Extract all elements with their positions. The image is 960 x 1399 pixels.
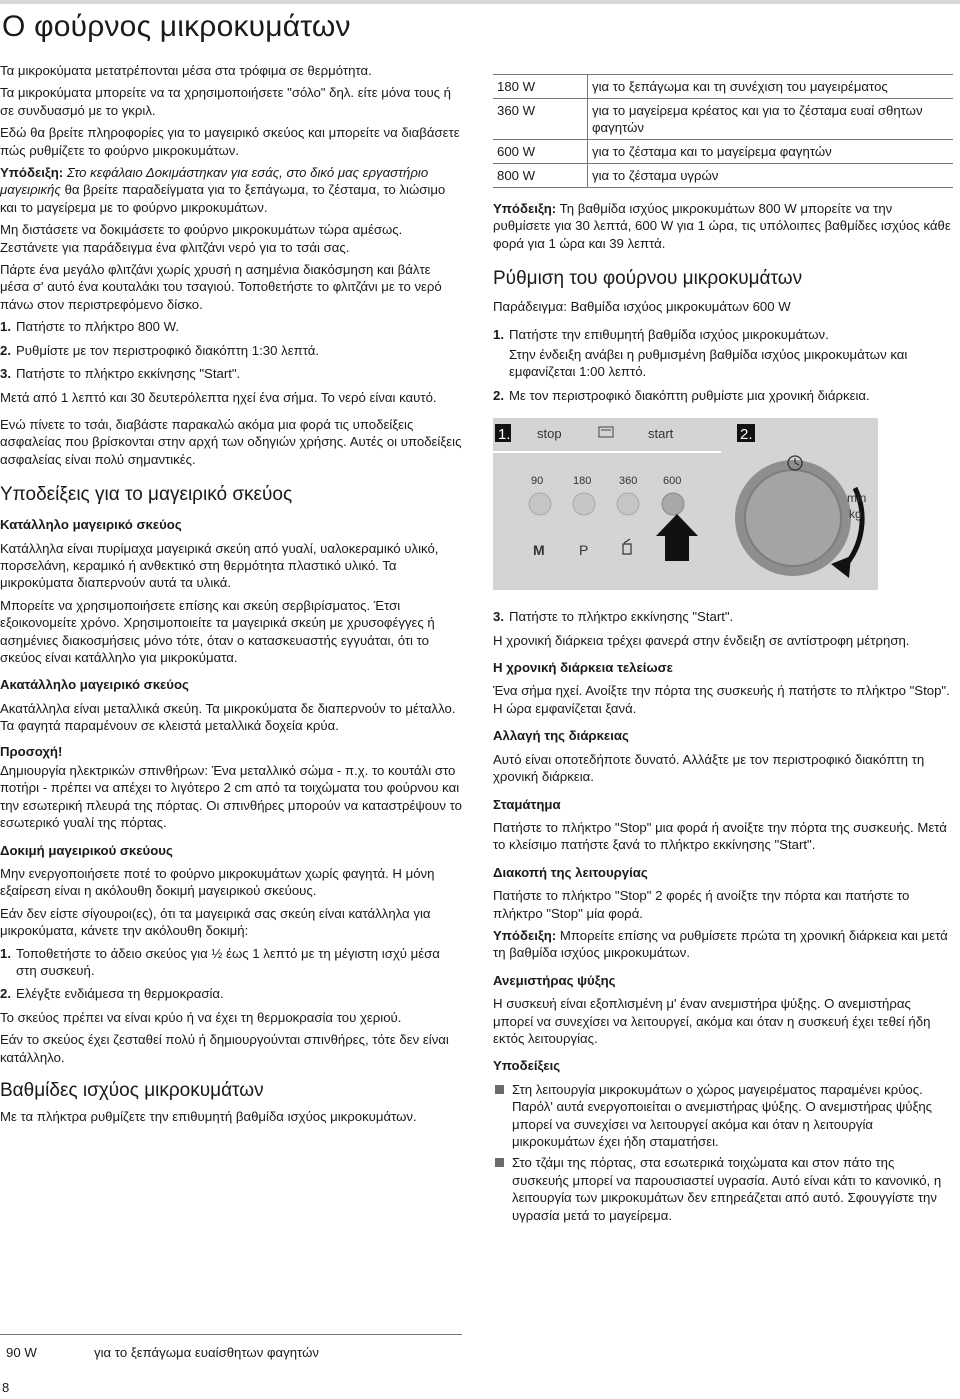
list-item: Στο τζάμι της πόρτας, στα εσωτερικά τοιχώματα και στον πάτο της συσκευής μπορεί να παρουσιαστεί υγρασία. Αυτό είναι κάτι το κανονικό, η λειτουργία των μικροκυμάτων δεν επηρεάζεται από αυτό. Σφουγγίστε την υγρασία μετά το μαγείρεμα. (493, 1154, 953, 1224)
cookware-test-heading: Δοκιμή μαγειρικού σκεύους (0, 842, 173, 858)
suitable-paragraph-1: Κατάλληλα είναι πυρίμαχα μαγειρικά σκεύη από γυαλί, υαλοκεραμικό υλικό, πορσελάνη, κεραμικό ή ανθεκτικό στη θερμότητα πλαστικό υλικό. Τα μικροκύματα διαπερνούν αυτά τα υλικά. (0, 540, 439, 591)
hint-text: Μπορείτε επίσης να ρυθμίσετε πρώτα τη χρονική διάρκεια και μετά τη βαθμίδα ισχύος μικροκυμάτων. (493, 927, 948, 961)
step-item: 2. Ρυθμίστε με τον περιστροφικό διακόπτη 1:30 λεπτά. (0, 342, 320, 358)
min-label: min (847, 491, 867, 506)
table-row: 800 W για το ζέσταμα υγρών (493, 164, 953, 188)
badge-1: 1. (498, 426, 511, 444)
hint-text: θα βρείτε παραδείγματα για το ξεπάγωμα, το ζέσταμα, το λιώσιμο και το μαγείρεμα με το φούρνο μικροκυμάτων. (0, 182, 446, 215)
power-360-button[interactable] (617, 493, 639, 515)
cooling-fan-paragraph: Η συσκευή είναι εξοπλισμένη μ' έναν ανεμιστήρα ψύξης. Ο ανεμιστήρας μπορεί να συνεχίσει να λειτουργεί, ακόμα και όταν η συσκευή έχει τεθεί ήδη εκτός λειτουργίας. (493, 996, 931, 1046)
countdown-paragraph: Η χρονική διάρκεια τρέχει φανερά στην ένδειξη σε αντίστροφη μέτρηση. (493, 632, 910, 648)
hint-paragraph (0, 164, 462, 216)
result-paragraph: Μετά από 1 λεπτό και 30 δευτερόλεπτα ηχεί ένα σήμα. Το νερό είναι καυτό. (0, 389, 437, 405)
setting-step-1-detail: Στην ένδειξη ανάβει η ρυθμισμένη βαθμίδα ισχύος μικροκυμάτων και εμφανίζεται 1:00 λεπτό. (509, 347, 908, 380)
cooling-fan-heading: Ανεμιστήρας ψύξης (493, 972, 616, 988)
table-row: 180 W για το ξεπάγωμα και τη συνέχιση του μαγειρέματος (493, 75, 953, 99)
notes-heading: Υποδείξεις (493, 1058, 561, 1074)
bullet-square-icon (495, 1085, 504, 1094)
caution-paragraph: Δημιουργία ηλεκτρικών σπινθήρων: Ένα μεταλλικό σώμα - π.χ. το κουτάλι στο ποτήρι - πρέπει να απέχει το λιγότερο 2 cm από τα τοιχώματα του φούρνου και την εσωτερική πλευρά της πόρτας. Οι σπινθήρες μπορούν να καταστρέψουν το εσωτερικό γυαλί της πόρτας. (0, 763, 462, 831)
power-180-label: 180 (573, 475, 592, 488)
test-paragraph-4: Εάν το σκεύος έχει ζεσταθεί πολύ ή δημιουργούνται σπινθήρες, τότε δεν είναι κατάλληλο. (0, 1032, 449, 1065)
power-description: για το ξεπάγωμα ευαίσθητων φαγητών (94, 1345, 319, 1360)
cup-paragraph: Πάρτε ένα μεγάλο φλιτζάνι χωρίς χρυσή η ασημένια διακόσμηση και βάλτε μέσα σ' αυτό ένα κουταλάκι του τσαγιού. Τοποθετήστε το φλιτζάνι με το νερό πάνω στον περιστρεφόμενο δίσκο. (0, 262, 442, 312)
intro-paragraph-2: Τα μικροκύματα μπορείτε να τα χρησιμοποιήσετε "σόλο" δηλ. είτε μόνα τους ή σε συνδυασμό με το γκριλ. (0, 85, 452, 118)
setting-step-3: 3. Πατήστε το πλήκτρο εκκίνησης "Start". (493, 609, 734, 625)
example-text: Παράδειγμα: Βαθμίδα ισχύος μικροκυμάτων 600 W (493, 299, 791, 315)
cookware-heading: Υποδείξεις για το μαγειρικό σκεύος (0, 484, 293, 506)
power-table (493, 74, 953, 188)
kg-label: kg (849, 507, 862, 522)
suitable-cookware-heading: Κατάλληλο μαγειρικό σκεύος (0, 517, 182, 533)
hint2-paragraph (493, 927, 953, 962)
setting-heading: Ρύθμιση του φούρνου μικροκυμάτων (493, 268, 803, 290)
cancel-paragraph: Πατήστε το πλήκτρο "Stop" 2 φορές ή ανοίξτε την πόρτα και πατήστε το πλήκτρο "Stop" μία φορά. (493, 888, 910, 921)
hint-chapter-reference: Στο κεφάλαιο Δοκιμάστηκαν για εσάς, στο δικό μας εργαστήριο μαγειρικής (0, 165, 429, 198)
test-paragraph-1: Μην ενεργοποιήσετε ποτέ το φούρνο μικροκυμάτων χωρίς φαγητά. Η μόνη εξαίρεση είναι η ακόλουθη δοκιμή μαγειρικού σκεύους. (0, 866, 435, 899)
program-label: P (579, 542, 589, 559)
cancel-heading: Διακοπή της λειτουργίας (493, 864, 648, 880)
unsuitable-paragraph: Ακατάλληλα είναι μεταλλικά σκεύη. Τα μικροκύματα δε διαπερνούν το μέταλλο. Τα φαγητά παραμένουν σε κλειστά μεταλλικά δοχεία κρύα. (0, 700, 456, 734)
table-rule (0, 1334, 462, 1335)
change-duration-heading: Αλλαγή της διάρκειας (493, 728, 629, 744)
control-panel-drawing (493, 418, 878, 590)
suitable-paragraph-2: Μπορείτε να χρησιμοποιήσετε επίσης και σκεύη σερβιρίσματος. Έτσι εξοικονομείτε χρόνο. Χρησιμοποιείτε τα μαγειρικά σκεύη με χρυσοφέγγες ή ασημένιες διακοσμήσεις μόνο τότε, όταν ο κατασκευαστής εγγυάται, ότι το σκεύος είναι κατάλληλο για μικροκύματα. (0, 597, 435, 665)
list-item: Στη λειτουργία μικροκυμάτων ο χώρος μαγειρέματος παραμένει κρύος. Παρόλ' αυτά ενεργοποιείται ο ανεμιστήρας ψύξης. Ο ανεμιστήρας ψύξης μπορεί να συνεχίσει να λειτουργεί ακόμα και όταν η λειτουργία μικροκυμάτων έχει ήδη σταματήσει. (493, 1081, 953, 1151)
unsuitable-cookware-heading: Ακατάλληλο μαγειρικό σκεύος (0, 677, 189, 693)
power-600-label: 600 (663, 475, 682, 488)
setting-step-2: 2. Με τον περιστροφικό διακόπτη ρυθμίστε μια χρονική διάρκεια. (493, 387, 870, 403)
test-paragraph-3: Το σκεύος πρέπει να είναι κρύο ή να έχει τη θερμοκρασία του χεριού. (0, 1009, 402, 1025)
control-panel-illustration (493, 418, 878, 590)
change-duration-paragraph: Αυτό είναι οποτεδήποτε δυνατό. Αλλάξτε με τον περιστροφικό διακόπτη τη χρονική διάρκεια. (493, 751, 925, 785)
power-600-button[interactable] (662, 493, 684, 515)
setting-step-1: 1. Πατήστε την επιθυμητή βαθμίδα ισχύος μικροκυμάτων. (493, 326, 829, 342)
right-column (493, 74, 953, 1228)
power-90-label: 90 (531, 475, 544, 488)
page-number: 8 (2, 1380, 10, 1395)
time-ended-paragraph: Ένα σήμα ηχεί. Ανοίξτε την πόρτα της συσκευής ή πατήστε το πλήκτρο "Stop". Η ώρα εμφανίζεται ξανά. (493, 683, 950, 716)
bullet-square-icon (495, 1158, 504, 1167)
table-row: 600 W για το ζέσταμα και το μαγείρεμα φαγητών (493, 140, 953, 164)
hint-label: Υπόδειξη: (493, 201, 557, 216)
test-paragraph-2: Εάν δεν είστε σίγουροι(ες), ότι τα μαγειρικά σας σκεύη είναι κατάλληλα για μικροκύματα, κάνετε την ακόλουθη δοκιμή: (0, 905, 431, 939)
top-rule (0, 0, 960, 4)
test-step-item: 2. Ελέγξτε ενδιάμεσα τη θερμοκρασία. (0, 986, 224, 1002)
power-row-90 (6, 1345, 319, 1360)
stop-heading: Σταμάτημα (493, 796, 561, 812)
step-item: 3. Πατήστε το πλήκτρο εκκίνησης "Start". (0, 366, 241, 382)
intro-paragraph-1: Τα μικροκύματα μετατρέπονται μέσα στα τρόφιμα σε θερμότητα. (0, 63, 372, 78)
intro-paragraph-3: Εδώ θα βρείτε πληροφορίες για το μαγειρικό σκεύος και μπορείτε να διαβάσετε πώς ρυθμίζετε το φούρνο μικροκυμάτων. (0, 125, 460, 158)
power-90-button[interactable] (529, 493, 551, 515)
step-item: 1. Πατήστε το πλήκτρο 800 W. (0, 319, 179, 335)
test-step-item: 1. Τοποθετήστε το άδειο σκεύος για ½ έως 1 λεπτό με τη μέγιστη ισχύ μέσα στη συσκευή. (0, 945, 440, 979)
memory-label: M (533, 542, 545, 559)
badge-2: 2. (740, 426, 753, 444)
caution-label: Προσοχή! (0, 743, 63, 759)
hint-label: Υπόδειξη: (493, 927, 557, 943)
power-value: 90 W (6, 1345, 37, 1360)
hint-label: Υπόδειξη: (0, 165, 64, 181)
power-360-label: 360 (619, 475, 638, 488)
left-column (0, 62, 462, 1131)
power-levels-paragraph: Με τα πλήκτρα ρυθμίζετε την επιθυμητή βαθμίδα ισχύος μικροκυμάτων. (0, 1109, 417, 1125)
try-now-paragraph: Μη διστάσετε να δοκιμάσετε το φούρνο μικροκυμάτων τώρα αμέσως. Ζεστάνετε για παράδειγμα ένα φλιτζάνι νερό για το τσάι σας. (0, 222, 403, 255)
page-title: Ο φούρνος μικροκυμάτων (2, 10, 351, 43)
hint-text: Τη βαθμίδα ισχύος μικροκυμάτων 800 W μπορείτε να την ρυθμίσετε για 30 λεπτά, 600 W για 1 ώρα, τις υπόλοιπες βαθμίδες ισχύος κάθε φορά για 1 ώρα και 39 λεπτά. (493, 201, 951, 251)
time-ended-heading: Η χρονική διάρκεια τελείωσε (493, 660, 673, 676)
power-180-button[interactable] (573, 493, 595, 515)
power-levels-heading: Βαθμίδες ισχύος μικροκυμάτων (0, 1080, 264, 1102)
safety-paragraph: Ενώ πίνετε το τσάι, διαβάστε παρακαλώ ακόμα μια φορά τις υποδείξεις ασφαλείας που βρίσκονται στην αρχή των οδηγιών χρήσης. Αυτές οι υποδείξεις ασφαλείας είναι πολύ σημαντικές. (0, 416, 462, 467)
start-label: start (648, 426, 674, 442)
power-hint-paragraph (493, 200, 953, 252)
stop-paragraph: Πατήστε το πλήκτρο "Stop" μια φορά ή ανοίξτε την πόρτα της συσκευής. Μετά το κλείσιμο πατήστε ξανά το πλήκτρο εκκίνησης "Start". (493, 819, 947, 853)
stop-label: stop (537, 426, 562, 442)
table-row: 360 W για το μαγείρεμα κρέατος και για το ζέσταμα ευαί σθητων φαγητών (493, 99, 953, 140)
